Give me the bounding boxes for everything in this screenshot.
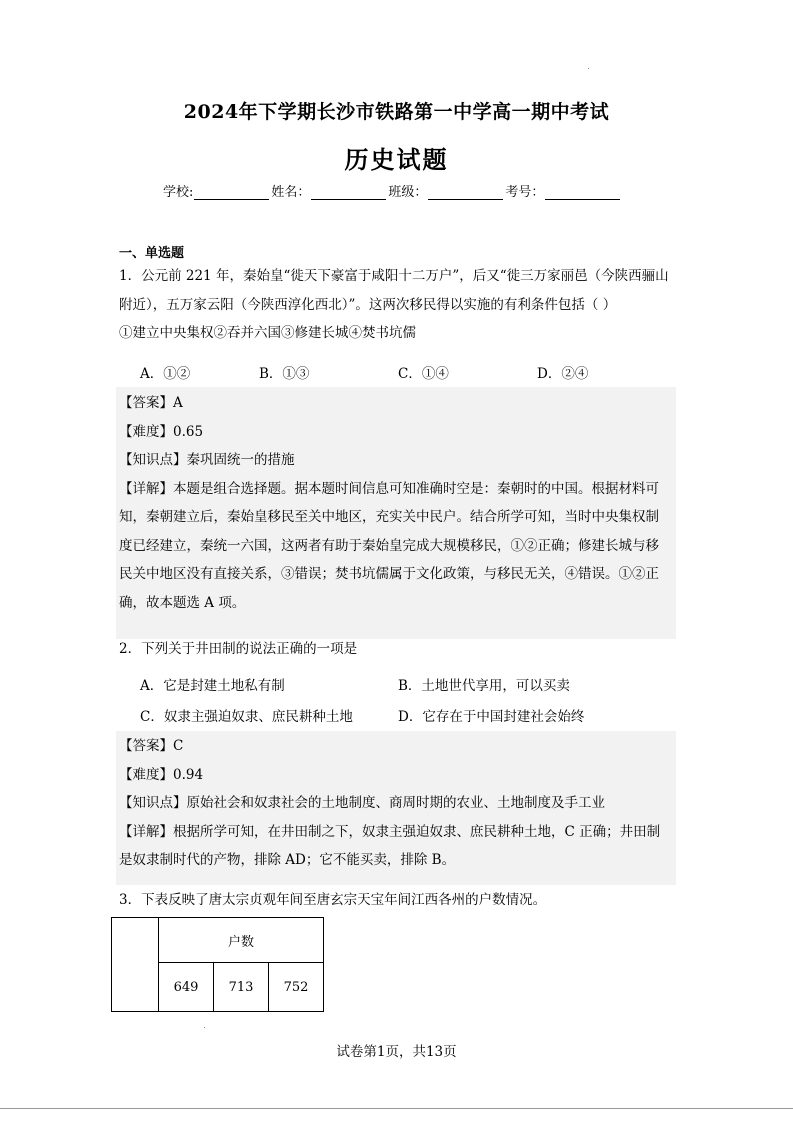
- student-info-row: [163, 181, 622, 200]
- exam-number-label: 考号：: [505, 185, 545, 200]
- answer: 【答案】A: [119, 395, 183, 411]
- question-1-option-a: A．①②: [140, 366, 191, 382]
- table-corner-cell: [112, 918, 159, 1012]
- page-footer: 试卷第1页，共13页: [336, 1044, 457, 1060]
- detail-line: 【详解】根据所学可知，在井田制之下，奴隶主强迫奴隶、庶民耕种土地，C 正确；井田制: [119, 823, 661, 840]
- question-2-analysis-box: [116, 731, 676, 885]
- table-year-cell: 713: [214, 963, 269, 1012]
- table-year-cell: 649: [159, 963, 214, 1012]
- table-header-households: 户数: [159, 918, 324, 963]
- question-2-option-b: B．土地世代享用，可以买卖: [398, 678, 570, 694]
- question-2-option-d: D．它存在于中国封建社会始终: [398, 709, 585, 725]
- detail-explanation: [116, 818, 676, 875]
- question-1-line: ①建立中央集权②吞并六国③修建长城④焚书坑儒: [119, 325, 416, 341]
- detail-line: 民关中地区没有直接关系，③错误；焚书坑儒属于文化政策，与移民无关，④错误。①②正: [119, 566, 659, 582]
- class-blank[interactable]: [428, 185, 503, 200]
- detail-line: 是奴隶制时代的产物，排除 AD；它不能买卖，排除 B。: [119, 852, 456, 868]
- knowledge-point: 【知识点】原始社会和奴隶社会的土地制度、商周时期的农业、土地制度及手工业: [119, 795, 605, 811]
- detail-line: 【详解】本题是组合选择题。据本题时间信息可知准确时空是：秦朝时的中国。根据材料可: [119, 480, 659, 497]
- question-3-stem: 3．下表反映了唐太宗贞观年间至唐玄宗天宝年间江西各州的户数情况。: [119, 892, 547, 908]
- question-2-option-a: A．它是封建土地私有制: [140, 678, 285, 694]
- question-1-line: 1．公元前 221 年，秦始皇“徙天下豪富于咸阳十二万户”，后又“徙三万家丽邑（今陕西骊山: [119, 268, 669, 284]
- scan-dot: [588, 68, 589, 69]
- detail-line: 度已经建立，秦统一六国，这两者有助于秦始皇完成大规模移民，①②正确；修建长城与移: [119, 537, 659, 554]
- exam-subtitle: 历史试题: [344, 145, 449, 174]
- question-2-option-c: C．奴隶主强迫奴隶、庶民耕种土地: [140, 709, 353, 725]
- question-2-stem: 2．下列关于井田制的说法正确的一项是: [119, 641, 358, 657]
- scan-dot: [204, 1027, 205, 1028]
- name-label: 姓名：: [271, 185, 311, 200]
- school-label: 学校:: [163, 185, 194, 200]
- school-blank[interactable]: [194, 185, 269, 200]
- difficulty: 【难度】0.65: [119, 423, 204, 440]
- page-bottom-rule: [0, 1108, 793, 1109]
- question-1-analysis-box: [116, 387, 676, 639]
- question-1-option-b: B．①③: [259, 366, 310, 382]
- answer: 【答案】C: [119, 738, 184, 754]
- exam-number-blank[interactable]: [545, 185, 620, 200]
- section-heading: 一、单选题: [119, 246, 185, 261]
- household-table: [111, 917, 324, 1012]
- detail-explanation: [116, 475, 676, 618]
- question-1-stem: [119, 262, 675, 348]
- detail-line: 知，秦朝建立后，秦始皇移民至关中地区，充实关中民户。结合所学可知，当时中央集权制: [119, 509, 659, 525]
- exam-title: 2024年下学期长沙市铁路第一中学高一期中考试: [183, 101, 610, 123]
- class-label: 班级：: [388, 185, 428, 200]
- question-1-option-d: D．②④: [537, 366, 589, 382]
- name-blank[interactable]: [311, 185, 386, 200]
- question-1-option-c: C．①④: [398, 366, 449, 382]
- detail-line: 确，故本题选 A 项。: [119, 594, 246, 611]
- question-1-line: 附近），五万家云阳（今陕西淳化西北）”。这两次移民得以实施的有利条件包括（ ）: [119, 296, 617, 313]
- knowledge-point: 【知识点】秦巩固统一的措施: [119, 452, 295, 468]
- table-year-cell: 752: [269, 963, 324, 1012]
- difficulty: 【难度】0.94: [119, 766, 204, 783]
